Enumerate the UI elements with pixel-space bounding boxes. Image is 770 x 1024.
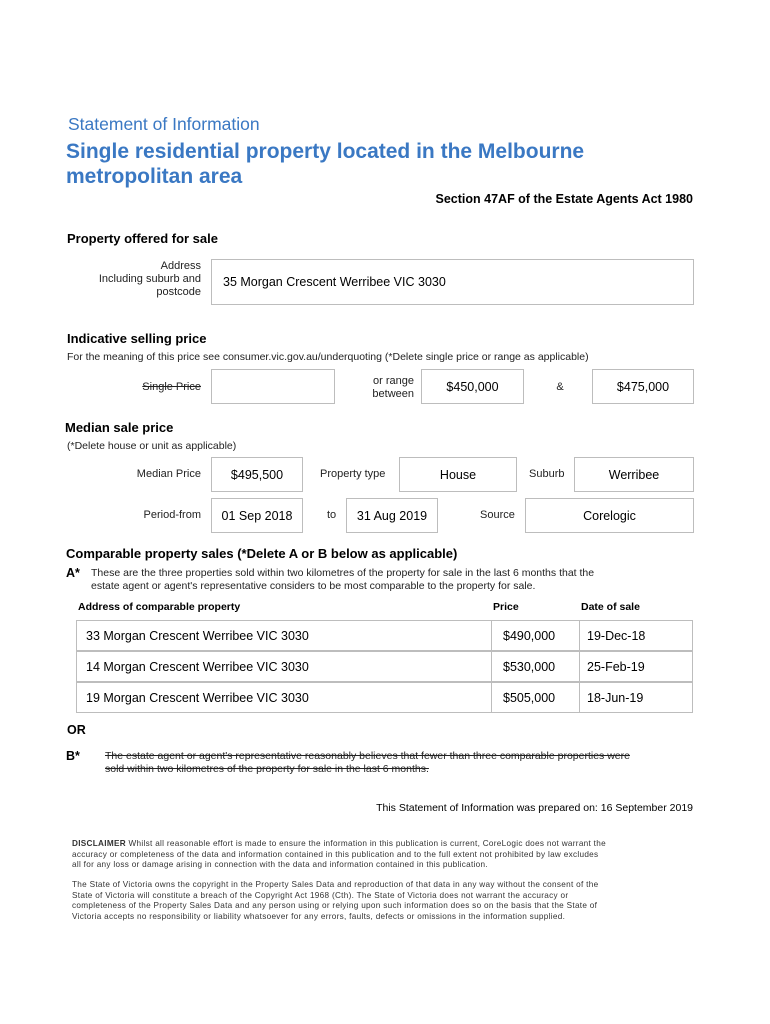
range-label-line-2: between <box>372 388 414 400</box>
range-label-line-1: or range <box>373 375 414 387</box>
range-low-value: $450,000 <box>446 379 499 394</box>
disclaimer-line-1: Whilst all reasonable effort is made to ensure the information in this publication is current, CoreLogic does not warrant the <box>125 839 606 848</box>
single-price-label: Single Price <box>142 381 201 393</box>
single-price-field[interactable] <box>211 369 335 404</box>
prepared-date: This Statement of Information was prepared on: 16 September 2019 <box>376 802 693 814</box>
table-row <box>76 620 693 651</box>
option-b-text-line-1: The estate agent or agent's representative reasonably believes that fewer than three comparable properties were <box>105 750 630 762</box>
copyright-line-2: State of Victoria will constitute a breach of the Copyright Act 1968 (Cth). The State of Victoria does not warrant the accuracy or <box>72 890 569 900</box>
suburb-field[interactable] <box>574 457 694 492</box>
address-value: 35 Morgan Crescent Werribee VIC 3030 <box>223 275 446 289</box>
source-label: Source <box>480 509 515 521</box>
range-label <box>340 375 414 401</box>
indicative-heading: Indicative selling price <box>67 331 207 346</box>
address-label <box>60 260 201 299</box>
copyright-notice <box>72 880 598 922</box>
or-label: OR <box>67 723 86 737</box>
option-b-marker: B* <box>66 749 80 763</box>
period-to-field[interactable] <box>346 498 438 533</box>
disclaimer-line-3: all for any loss or damage arising in connection with the data and information contained in this publication. <box>72 860 488 869</box>
page-title-line-1: Single residential property located in the Melbourne <box>66 140 585 163</box>
property-heading: Property offered for sale <box>67 231 218 246</box>
row-price: $530,000 <box>503 659 556 674</box>
property-type-label: Property type <box>320 468 386 480</box>
section-reference: Section 47AF of the Estate Agents Act 1980 <box>435 192 693 206</box>
table-row <box>76 651 693 682</box>
indicative-note: For the meaning of this price see consumer.vic.gov.au/underquoting (*Delete single price or range as applicable) <box>67 351 589 363</box>
table-row <box>76 682 693 713</box>
option-a-text-line-2: estate agent or agent's representative considers to be most comparable to the property for sale. <box>91 580 536 592</box>
row-date: 25-Feb-19 <box>587 659 645 674</box>
option-b-text <box>105 750 630 776</box>
median-heading: Median sale price <box>65 420 174 435</box>
period-to-label: to <box>327 509 337 521</box>
option-b-text-line-2: sold within two kilometres of the property for sale in the last 6 months. <box>105 763 429 775</box>
range-ampersand: & <box>556 381 564 393</box>
median-price-field[interactable] <box>211 457 303 492</box>
comparable-heading: Comparable property sales (*Delete A or B below as applicable) <box>66 546 458 561</box>
source-value: Corelogic <box>583 508 636 523</box>
address-label-line-3: postcode <box>156 286 201 298</box>
property-type-value: House <box>439 467 477 482</box>
suburb-label: Suburb <box>529 468 565 480</box>
row-address: 14 Morgan Crescent Werribee VIC 3030 <box>86 659 309 674</box>
copyright-line-4: Victoria accepts no responsibility or liability whatsoever for any errors, faults, defects or omissions in the information supplied. <box>72 911 566 921</box>
period-to-value: 31 Aug 2019 <box>356 508 428 523</box>
row-date: 18-Jun-19 <box>587 690 644 705</box>
copyright-line-3: completeness of the Property Sales Data and any person using or relying upon such information does so on the basis that the State of <box>72 901 598 910</box>
source-field[interactable] <box>525 498 694 533</box>
row-date: 19-Dec-18 <box>587 628 646 643</box>
disclaimer-label: DISCLAIMER <box>72 839 126 848</box>
range-high-value: $475,000 <box>616 379 670 394</box>
row-address: 33 Morgan Crescent Werribee VIC 3030 <box>86 628 309 643</box>
column-header-date: Date of sale <box>581 601 640 613</box>
option-a-text-line-1: These are the three properties sold within two kilometres of the property for sale in the last 6 months that the <box>91 567 595 579</box>
period-from-field[interactable] <box>211 498 303 533</box>
disclaimer <box>72 839 606 871</box>
median-price-value: $495,500 <box>230 467 284 482</box>
suburb-value: Werribee <box>608 467 660 482</box>
page-title-line-2: metropolitan area <box>66 165 243 188</box>
top-heading: Statement of Information <box>68 114 260 134</box>
option-a-text <box>91 567 594 593</box>
property-type-field[interactable] <box>399 457 517 492</box>
copyright-line-1: The State of Victoria owns the copyright in the Property Sales Data and reproduction of that data in any way without the consent of the <box>72 880 599 889</box>
range-low-field[interactable] <box>421 369 524 404</box>
period-from-value: 01 Sep 2018 <box>221 508 293 523</box>
address-label-line-2: Including suburb and <box>98 273 201 285</box>
row-price: $505,000 <box>503 690 556 705</box>
column-header-address: Address of comparable property <box>78 601 241 613</box>
column-header-price: Price <box>493 601 519 613</box>
option-a-marker: A* <box>66 566 80 580</box>
address-label-line-1: Address <box>160 260 201 272</box>
row-address: 19 Morgan Crescent Werribee VIC 3030 <box>86 690 309 705</box>
address-field[interactable] <box>211 259 694 305</box>
median-note: (*Delete house or unit as applicable) <box>67 440 237 452</box>
disclaimer-line-2: accuracy or completeness of the data and information contained in this publication and to the full extent not prohibited by law excludes <box>72 849 599 859</box>
range-high-field[interactable] <box>592 369 694 404</box>
median-price-label: Median Price <box>136 468 201 480</box>
period-from-label: Period-from <box>143 509 201 521</box>
row-price: $490,000 <box>503 628 556 643</box>
